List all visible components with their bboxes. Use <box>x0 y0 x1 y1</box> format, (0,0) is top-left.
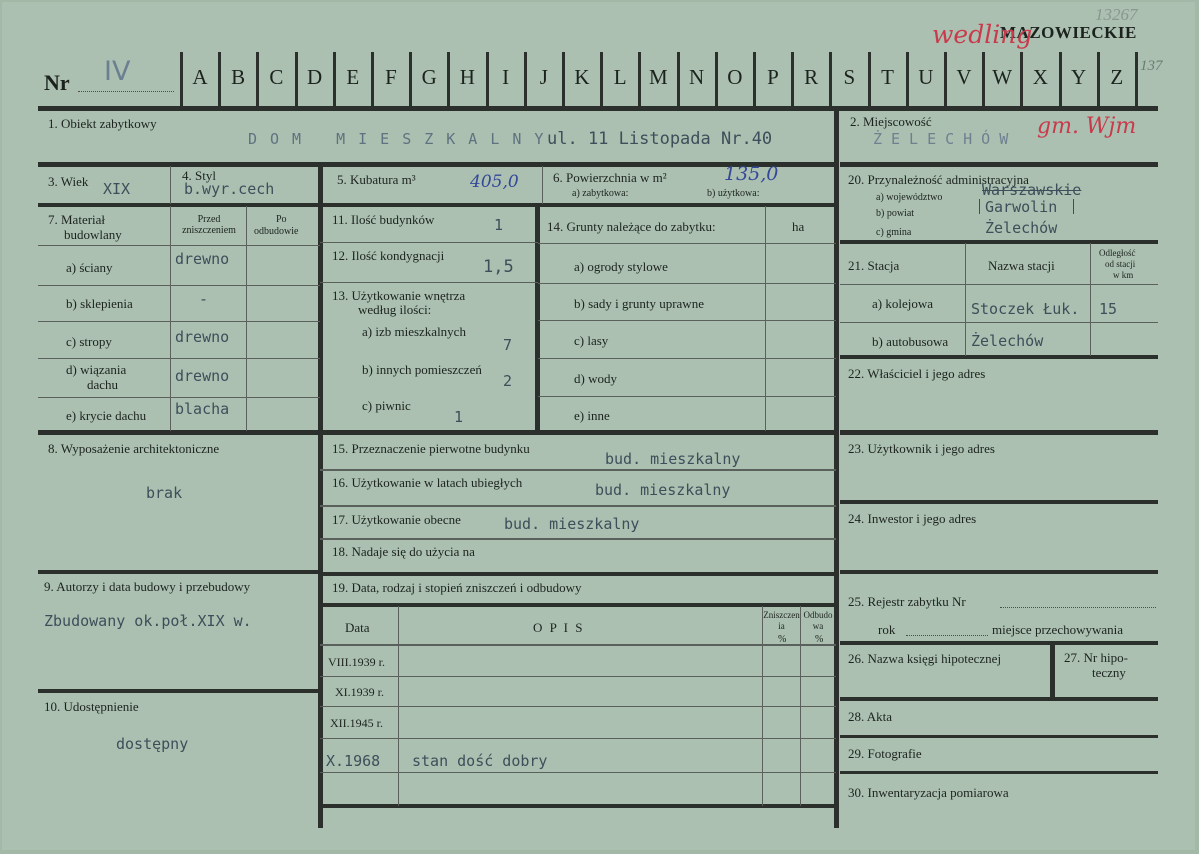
field7-row-d-label-2: dachu <box>87 377 119 392</box>
alphabet-letter: A <box>192 65 208 89</box>
alphabet-divider <box>1135 52 1138 108</box>
field23-label: 23. Użytkownik i jego adres <box>848 441 995 456</box>
alphabet-letter: T <box>881 65 894 89</box>
field12-label: 12. Ilość kondygnacji <box>332 248 445 263</box>
field19-row4-rule <box>320 772 836 773</box>
alphabet-divider <box>409 52 412 108</box>
field7-rule-a <box>38 285 320 286</box>
field5-value: 405,0 <box>470 172 519 192</box>
field7-label-1: 7. Materiał <box>48 212 106 227</box>
field13-b-label: b) innych pomieszczeń <box>362 362 482 377</box>
field7-row-b-label: b) sklepienia <box>66 296 133 311</box>
field19-date-1: VIII.1939 r. <box>328 655 385 669</box>
field13-c-value: 1 <box>454 408 464 426</box>
field13-a-label: a) izb mieszkalnych <box>362 324 466 339</box>
field19-col-od-label: Odbudowa <box>803 610 833 631</box>
field21-a-dist: 15 <box>1099 300 1118 318</box>
field17-value: bud. mieszkalny <box>504 515 640 533</box>
field14-row-b: b) sady i grunty uprawne <box>574 296 704 311</box>
field13-label-2: według ilości: <box>358 302 432 317</box>
field19-row1-rule <box>320 676 836 677</box>
field19-row2-rule <box>320 706 836 707</box>
field7-label-2: budowlany <box>64 227 122 242</box>
alphabet-divider <box>1020 52 1023 108</box>
alphabet-letter: U <box>918 65 934 89</box>
alphabet-letter: E <box>346 65 360 89</box>
field19-date-3: XII.1945 r. <box>330 716 383 730</box>
field20-c-label: c) gmina <box>876 227 912 238</box>
field12-value: 1,5 <box>483 257 514 277</box>
field7-rule-c <box>38 358 320 359</box>
field26-label: 26. Nazwa księgi hipotecznej <box>848 651 1002 666</box>
field14-row-c: c) lasy <box>574 333 609 348</box>
field7-col-before: Przed zniszczeniem <box>182 214 236 236</box>
field18-label: 18. Nadaje się do użycia na <box>332 544 475 559</box>
field25-label: 25. Rejestr zabytku Nr <box>848 594 966 609</box>
field19-col-opis-label: O P I S <box>533 620 585 635</box>
field25-rok: rok <box>878 622 896 637</box>
field7-row-e-value: blacha <box>175 400 230 418</box>
field6-value: 135,0 <box>724 163 779 185</box>
rule-after-field9 <box>38 689 320 693</box>
field16-label: 16. Użytkowanie w latach ubiegłych <box>332 475 523 490</box>
alphabet-divider <box>486 52 489 108</box>
field3-label: 3. Wiek <box>48 174 89 189</box>
nr-label: Nr <box>44 70 70 95</box>
field13-b-value: 2 <box>503 372 513 390</box>
field8-value: brak <box>146 484 183 502</box>
field22-label: 22. Właściciel i jego adres <box>848 366 986 381</box>
field21-a-value: Stoczek Łuk. <box>971 300 1080 318</box>
field19-col-od-pct: % <box>815 634 824 645</box>
field14-ha-col <box>765 206 766 431</box>
alphabet-divider <box>638 52 641 108</box>
alphabet-divider <box>715 52 718 108</box>
field14-rule-c <box>538 358 836 359</box>
field12-rule <box>320 282 538 283</box>
field15-label: 15. Przeznaczenie pierwotne budynku <box>332 441 530 456</box>
field30-label: 30. Inwentaryzacja pomiarowa <box>848 785 1009 800</box>
field7-rule-d <box>38 397 320 398</box>
rule-after-field22 <box>840 430 1158 435</box>
field11-label: 11. Ilość budynków <box>332 212 435 227</box>
header-rule <box>38 106 1158 111</box>
field21-b-value: Żelechów <box>971 332 1044 350</box>
alphabet-letter: B <box>231 65 246 89</box>
alphabet-letter: R <box>804 65 819 89</box>
field20-b-value: Garwolin <box>985 198 1058 216</box>
rule-after-field21 <box>840 355 1158 359</box>
rule-after-field26 <box>840 697 1158 701</box>
field7-row-d-label-1: d) wiązania <box>66 362 127 377</box>
alphabet-divider <box>218 52 221 108</box>
field19-col-date-label: Data <box>345 620 370 635</box>
field14-row-a: a) ogrody stylowe <box>574 259 668 274</box>
field25-rok-line <box>906 634 988 636</box>
field7-row-e-label: e) krycie dachu <box>66 408 147 423</box>
field7-row-c-value: drewno <box>175 328 230 346</box>
field16-rule <box>320 505 836 507</box>
field21-col2 <box>1090 243 1091 356</box>
field21-b-label: b) autobusowa <box>872 334 949 349</box>
field13-a-value: 7 <box>503 336 513 354</box>
alphabet-divider <box>295 52 298 108</box>
alphabet-divider <box>371 52 374 108</box>
alphabet-divider <box>600 52 603 108</box>
field24-label: 24. Inwestor i jego adres <box>848 511 977 526</box>
alphabet-letter: P <box>767 65 779 89</box>
alphabet-letter: K <box>574 65 590 89</box>
nr-value: IV <box>104 56 131 87</box>
field10-value: dostępny <box>116 735 189 753</box>
alphabet-divider <box>562 52 565 108</box>
field4-value: b.wyr.cech <box>184 180 275 198</box>
field7-row-c-label: c) stropy <box>66 334 112 349</box>
alphabet-letter: S <box>843 65 856 89</box>
alphabet-divider <box>906 52 909 108</box>
field7-header-rule <box>38 245 320 246</box>
field19-col-zn-label: Zniszczenia <box>763 610 800 631</box>
field5-label: 5. Kubatura m³ <box>337 172 416 187</box>
field21-col-dist-1: Odległość <box>1099 248 1136 258</box>
alphabet-divider <box>180 52 183 108</box>
field1-value-spaced: DOM MIESZKALNY <box>248 130 557 148</box>
alphabet-divider <box>256 52 259 108</box>
nr-underline <box>78 90 174 92</box>
field21-col-name: Nazwa stacji <box>988 258 1055 273</box>
alphabet-letter: H <box>459 65 475 89</box>
field3-value: XIX <box>103 180 131 198</box>
rule-after-field18 <box>320 572 836 576</box>
alphabet-letter: Z <box>1110 65 1124 89</box>
right-column-divider <box>834 106 839 828</box>
field2-red-note: gm. Wjm <box>1037 114 1137 139</box>
field7-col-after-2: odbudowie <box>254 226 299 237</box>
rule-after-field3 <box>38 203 320 207</box>
left-column-divider <box>318 162 323 828</box>
field15-value: bud. mieszkalny <box>605 450 741 468</box>
rule-after-field29 <box>840 771 1158 774</box>
alphabet-divider <box>677 52 680 108</box>
field6-sub-a: a) zabytkowa: <box>572 188 629 199</box>
field14-header-rule <box>538 243 836 244</box>
alphabet-letter: G <box>421 65 437 89</box>
field17-rule <box>320 538 836 540</box>
field14-rule-b <box>538 320 836 321</box>
field20-c-value: Żelechów <box>985 219 1058 237</box>
field21-header-rule <box>840 284 1158 285</box>
field11-rule <box>320 242 538 243</box>
field6-label: 6. Powierzchnia w m² <box>553 170 667 185</box>
rule-after-field25 <box>840 641 1158 645</box>
field14-label: 14. Grunty należące do zabytku: <box>547 219 716 234</box>
field27-divider <box>1050 641 1055 699</box>
field20-label: 20. Przynależność administracyjna <box>848 172 1029 187</box>
field20-b-bracket <box>979 199 1074 214</box>
field7-col-after-1: Po <box>276 214 287 225</box>
field14-row-d: d) wody <box>574 371 617 386</box>
field14-row-e: e) inne <box>574 408 610 423</box>
alphabet-divider <box>791 52 794 108</box>
alphabet-letter: N <box>689 65 705 89</box>
field19-typed-desc: stan dość dobry <box>412 752 548 770</box>
handwritten-red-note: wedling <box>932 20 1033 49</box>
field7-row-b-value: - <box>199 290 209 308</box>
pencil-side-number: 137 <box>1140 58 1163 74</box>
alphabet-letter: W <box>992 65 1013 89</box>
field15-rule <box>320 469 836 471</box>
field13-label-1: 13. Użytkowanie wnętrza <box>332 288 466 303</box>
alphabet-letter: I <box>502 65 510 89</box>
field21-label: 21. Stacja <box>848 258 900 273</box>
field10-label: 10. Udostępnienie <box>44 699 139 714</box>
field21-row-rule <box>840 322 1158 323</box>
field7-rule-b <box>38 321 320 322</box>
alphabet-letter: C <box>269 65 284 89</box>
rule-after-field5 <box>320 203 836 207</box>
alphabet-letter: Y <box>1071 65 1087 89</box>
field4-label: 4. Styl <box>182 168 216 183</box>
field19-header-rule <box>320 644 836 646</box>
rule-after-field8 <box>38 570 320 574</box>
alphabet-letter: M <box>649 65 668 89</box>
alphabet-letter: L <box>613 65 627 89</box>
alphabet-letter: J <box>539 65 548 89</box>
field3-field4-divider <box>170 166 171 204</box>
alphabet-letter: X <box>1032 65 1048 89</box>
alphabet-letter: D <box>307 65 323 89</box>
rule-after-field28 <box>840 735 1158 738</box>
field1-label: 1. Obiekt zabytkowy <box>48 116 157 131</box>
alphabet-divider <box>333 52 336 108</box>
rule-after-field7 <box>38 430 838 435</box>
field20-a-label: a) województwo <box>876 192 943 203</box>
field7-row-a-label: a) ściany <box>66 260 113 275</box>
alphabet-letter: O <box>727 65 743 89</box>
field21-a-label: a) kolejowa <box>872 296 934 311</box>
field27-label-1: 27. Nr hipo- <box>1064 650 1128 665</box>
alphabet-divider <box>868 52 871 108</box>
field11-value: 1 <box>494 216 504 234</box>
field27-label-2: teczny <box>1092 665 1126 680</box>
field29-label: 29. Fotografie <box>848 746 922 761</box>
field25-miejsce: miejsce przechowywania <box>992 622 1124 637</box>
alphabet-letter: V <box>956 65 972 89</box>
alphabet-divider <box>753 52 756 108</box>
field1-value: ul. 11 Listopada Nr.40 <box>547 129 773 149</box>
field28-label: 28. Akta <box>848 709 893 724</box>
field21-col-dist-3: w km <box>1113 270 1134 280</box>
field20-a-value: Warszawskie <box>982 181 1082 199</box>
field19-label: 19. Data, rodzaj i stopień zniszczeń i odbudowy <box>332 580 582 595</box>
alphabet-divider <box>829 52 832 108</box>
rule-after-field23 <box>840 500 1158 504</box>
alphabet-divider <box>1097 52 1100 108</box>
alphabet-letter: F <box>385 65 397 89</box>
region-label: MAZOWIECKIE <box>1000 23 1137 42</box>
field8-label: 8. Wyposażenie architektoniczne <box>48 441 220 456</box>
pencil-number: 13267 <box>1095 5 1138 24</box>
rule-after-field2 <box>840 162 1158 167</box>
alphabet-divider <box>944 52 947 108</box>
field7-row-d-value: drewno <box>175 367 230 385</box>
alphabet-divider <box>1059 52 1062 108</box>
rule-after-field24 <box>840 570 1158 574</box>
field19-date-2: XI.1939 r. <box>335 685 384 699</box>
field19-col-zn-pct: % <box>778 634 787 645</box>
field13-c-label: c) piwnic <box>362 398 411 413</box>
field21-col1 <box>965 243 966 356</box>
field9-value: Zbudowany ok.poł.XIX w. <box>44 612 252 630</box>
field2-label: 2. Miejscowość <box>850 114 932 129</box>
field19-typed-date: X.1968 <box>326 752 381 770</box>
field16-value: bud. mieszkalny <box>595 481 731 499</box>
field6-sub-b: b) użytkowa: <box>707 188 760 199</box>
alphabet-divider <box>524 52 527 108</box>
field9-label: 9. Autorzy i data budowy i przebudowy <box>44 579 251 594</box>
field5-field6-divider <box>542 166 543 204</box>
field2-value: ŻELECHÓW <box>873 130 1018 148</box>
field17-label: 17. Użytkowanie obecne <box>332 512 461 527</box>
field20-b-label: b) powiat <box>876 208 915 219</box>
rule-after-field20 <box>840 240 1158 244</box>
rule-after-field1 <box>38 162 836 167</box>
alphabet-divider <box>982 52 985 108</box>
field14-rule-d <box>538 396 836 397</box>
alphabet-divider <box>447 52 450 108</box>
field14-unit: ha <box>792 219 805 234</box>
field25-nr-line <box>1000 606 1156 608</box>
field14-rule-a <box>538 283 836 284</box>
field19-row3-rule <box>320 738 836 739</box>
field7-row-a-value: drewno <box>175 250 230 268</box>
field21-col-dist-2: od stacji <box>1105 259 1136 269</box>
